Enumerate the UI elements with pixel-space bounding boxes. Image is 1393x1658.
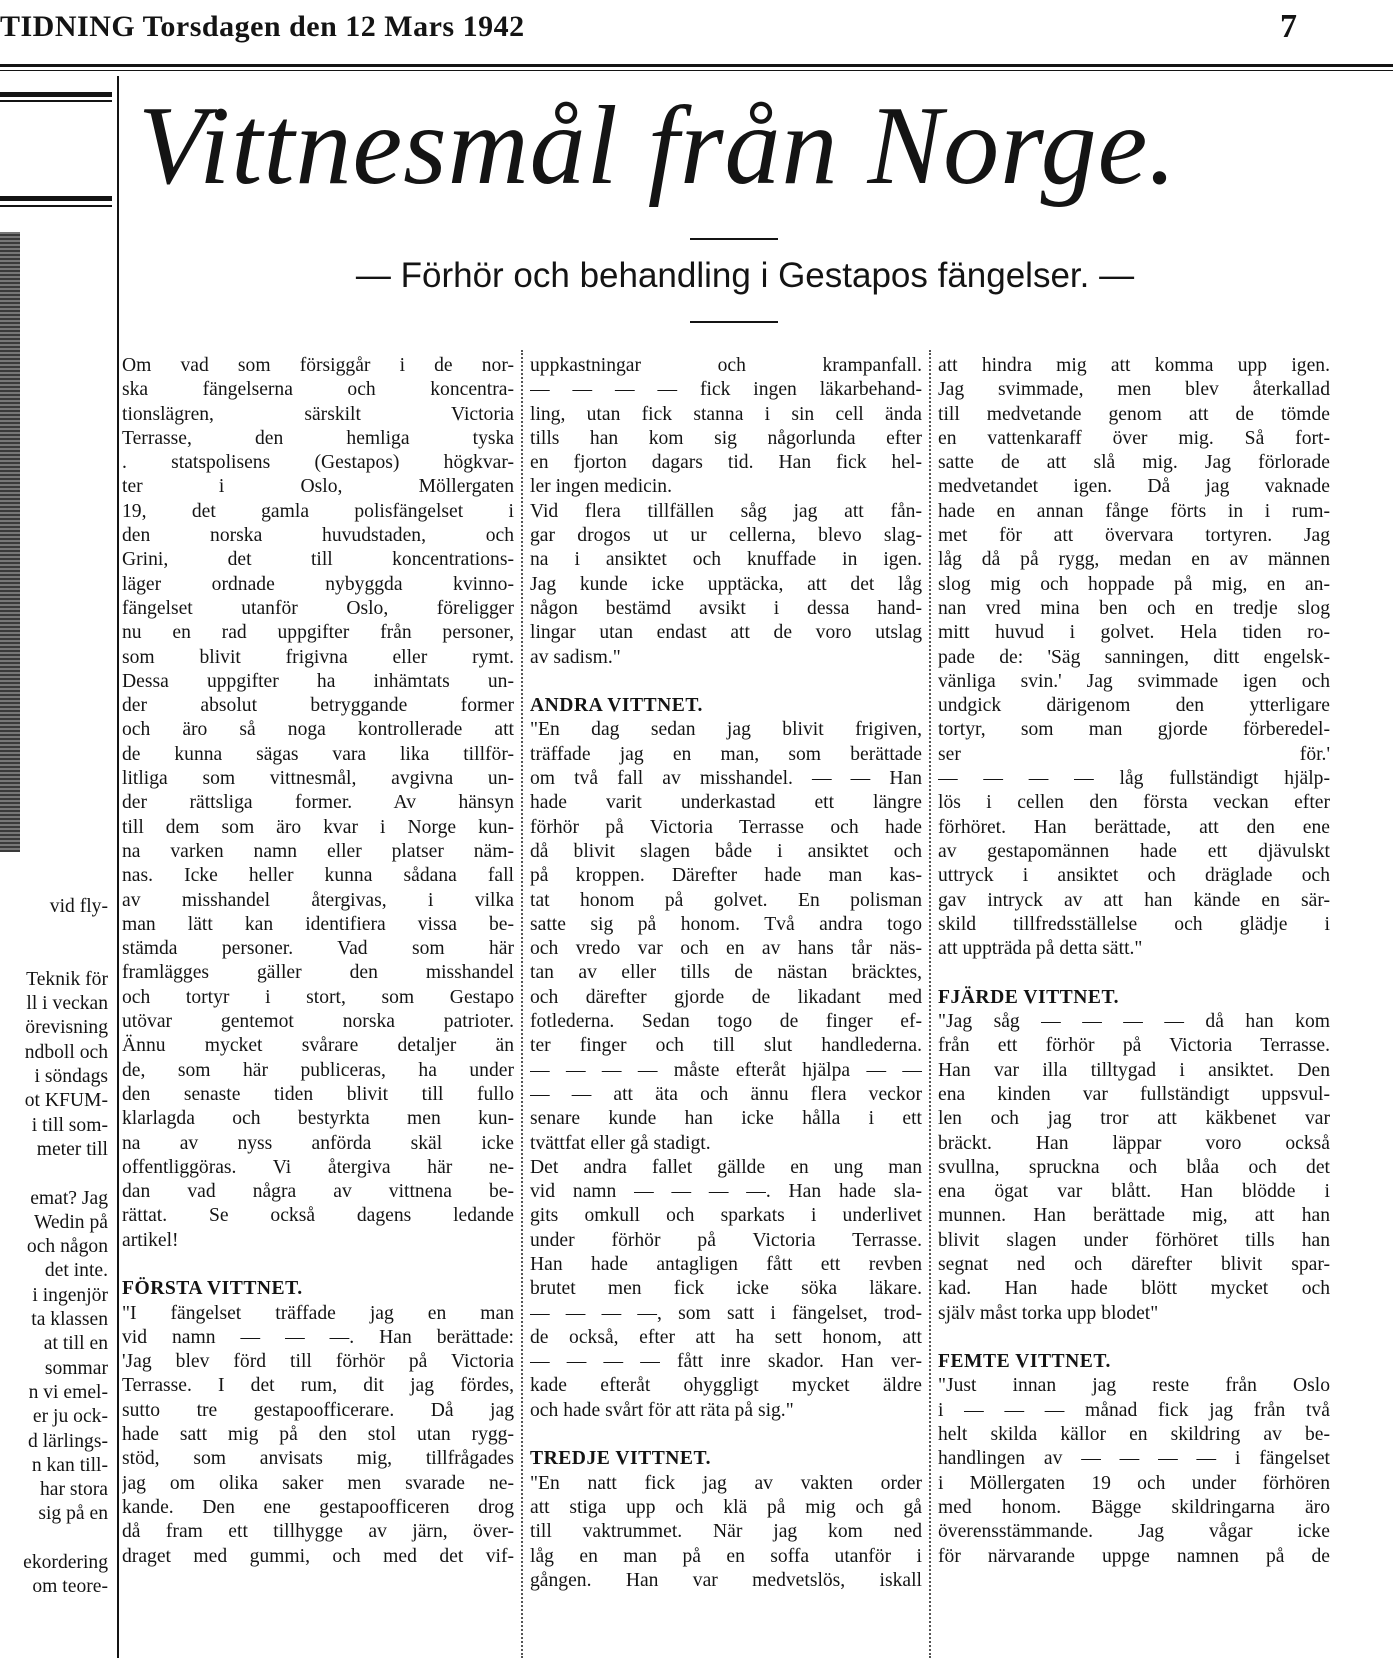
text-line: med honom. Bägge skildringarna äro [938, 1496, 1330, 1518]
left-column-fragment [0, 895, 108, 1600]
text-line: mitt huvud i golvet. Hela tiden ro- [938, 622, 1330, 644]
text-line: ska fängelserna och koncentra- [122, 379, 514, 401]
text-line: uttryck i ansiktet och dräglade och [938, 865, 1330, 887]
text-line: ter i Oslo, Möllergaten [122, 476, 514, 498]
text-line: under förhör på Victoria Terrasse. [530, 1229, 922, 1251]
text-line: — — — —, som satt i fängelset, trod- [530, 1302, 922, 1324]
text-line: pade de: 'Säg sanningen, ditt engelsk- [938, 646, 1330, 668]
text-line: av sadism." [530, 646, 621, 668]
text-line: er ju ock- [32, 1406, 108, 1428]
paragraph-gap [530, 670, 922, 694]
text-line: hade satt mig på den stol utan rygg- [122, 1424, 514, 1446]
paragraph-gap [0, 944, 108, 968]
text-line: Om vad som försiggår i de nor- [122, 355, 514, 376]
text-line: förhöret. Han berättade, att den ene [938, 816, 1330, 838]
text-line: emat? Jag [30, 1187, 108, 1209]
text-line: i söndags [34, 1066, 108, 1088]
text-line: nas. Icke heller kunna sådana fall [122, 865, 514, 887]
text-line: gar drogos ut ur cellerna, blevo slag- [530, 525, 922, 547]
text-line: till dem som äro kvar i Norge kun- [122, 816, 514, 838]
text-line: met för att övervara tortyren. Jag [938, 525, 1330, 547]
text-line: det inte. [44, 1260, 108, 1282]
section-heading: FÖRSTA VITTNET. [122, 1278, 303, 1300]
text-line: na av nyss anförda skäl icke [122, 1132, 514, 1154]
text-line: na i ansiktet och knuffade in igen. [530, 549, 922, 571]
text-line: "Jag såg — — — — då han kom [938, 1011, 1330, 1033]
text-line: gången. Han var medvetslös, iskall [530, 1569, 922, 1591]
article-subtitle: — Förhör och behandling i Gestapos fängelser. — [355, 256, 1135, 295]
text-line: slog mig och hoppade på mig, en an- [938, 573, 1330, 595]
text-line: som blivit frigivna eller rymt. [122, 646, 514, 668]
text-line: vid namn — — —. Han berättade: [122, 1326, 514, 1348]
text-line: att stiga upp och klä på mig och gå [530, 1496, 922, 1518]
masthead: TIDNING Torsdagen den 12 Mars 1942 [0, 10, 525, 43]
text-line: kad. Han hade blött mycket och [938, 1278, 1330, 1300]
column-divider-2 [929, 350, 932, 1658]
text-line: ll i veckan [26, 993, 108, 1015]
text-line: någon bestämd avsikt i dessa hand- [530, 597, 922, 619]
text-line: träffade jag en man, som berättade [530, 743, 922, 765]
text-line: sig på en [38, 1503, 108, 1525]
text-line: Terrasse, den hemliga tyska [122, 427, 514, 449]
text-line: . statspolisens (Gestapos) högkvar- [122, 452, 514, 474]
text-line: ter finger och till slut handlederna. [530, 1035, 922, 1057]
text-line: Dessa uppgifter ha inhämtats un- [122, 670, 514, 692]
text-line: skild tillfredsställelse och glädje i [938, 913, 1330, 935]
text-line: och därefter gjorde de likadant med [530, 986, 922, 1008]
text-line: de kunna sägas vara lika tillför- [122, 743, 514, 765]
text-line: — — — — måste efteråt hjälpa — — [530, 1059, 922, 1081]
text-line: n kan till- [31, 1454, 108, 1476]
text-line: d lärlings- [28, 1430, 108, 1452]
text-line: artikel! [122, 1229, 179, 1251]
text-line: "En dag sedan jag blivit frigiven, [530, 719, 922, 741]
text-line: de, som här publiceras, ha under [122, 1059, 514, 1081]
text-line: vid fly- [49, 896, 108, 917]
text-line: Ännu mycket svårare detaljer än [122, 1035, 514, 1057]
text-line: der rättsliga former. Av hänsyn [122, 792, 514, 814]
text-line: en fjorton dagars tid. Han fick hel- [530, 452, 922, 474]
text-line: tionslägren, särskilt Victoria [122, 403, 514, 425]
text-line: ling, utan fick stanna i sin cell ända [530, 403, 922, 425]
column-divider-left [117, 76, 119, 1658]
text-line: stämda personer. Vad som här [122, 938, 514, 960]
text-line: ena kinden var fullständigt uppsvul- [938, 1083, 1330, 1105]
text-line: tortyr, som man gjorde förberedel- [938, 719, 1330, 741]
text-line: undgick därigenom den ytterligare [938, 695, 1330, 717]
text-line: själv måst torka upp blodet" [938, 1302, 1159, 1324]
text-line: om teore- [32, 1576, 108, 1598]
text-line: rättat. Se också dagens ledande [122, 1205, 514, 1227]
text-line: låg en man på en soffa utanför i [530, 1545, 922, 1567]
text-line: tat honom på golvet. En polisman [530, 889, 922, 911]
text-line: på kroppen. Därefter hade man kas- [530, 865, 922, 887]
left-box-rule-mid [0, 196, 112, 201]
text-line: örevisning [25, 1017, 108, 1039]
text-line: de också, efter att ha sett honom, att [530, 1326, 922, 1348]
text-line: och tortyr i stort, som Gestapo [122, 986, 514, 1008]
text-line: stöd, som anvisats mig, tillfrågades [122, 1448, 514, 1470]
text-line: — — — — fått inre skador. Han ver- [530, 1351, 922, 1373]
left-box-rule-top [0, 92, 112, 97]
text-line: Terrasse. I det rum, dit jag fördes, [122, 1375, 514, 1397]
text-line: fängelset utanför Oslo, föreligger [122, 597, 514, 619]
text-line: der absolut betryggande former [122, 695, 514, 717]
text-line: tan av eller tills de nästan bräcktes, [530, 962, 922, 984]
text-line: förhör på Victoria Terrasse och hade [530, 816, 922, 838]
paragraph-gap [530, 1423, 922, 1447]
text-line: man lätt kan identifiera vissa be- [122, 913, 514, 935]
text-line: sommar [44, 1357, 108, 1379]
text-line: för närvarande uppge namnen på de [938, 1545, 1330, 1567]
text-line: av misshandel återgivas, i vilka [122, 889, 514, 911]
text-line: om två fall av misshandel. — — Han [530, 768, 922, 790]
section-heading: FJÄRDE VITTNET. [938, 986, 1119, 1008]
text-line: bräckt. Han läppar voro också [938, 1132, 1330, 1154]
text-line: vänliga svin.' Jag svimmade igen och [938, 670, 1330, 692]
text-line: sutto tre gestapoofficerare. Då jag [122, 1399, 514, 1421]
text-line: meter till [36, 1138, 108, 1160]
text-line: till vaktrummet. När jag kom ned [530, 1521, 922, 1543]
text-line: den senaste tiden blivit till fullo [122, 1083, 514, 1105]
text-line: klarlagda och bestyrkta men kun- [122, 1108, 514, 1130]
text-line: utövar gentemot norska patrioter. [122, 1011, 514, 1033]
text-line: Han var illa tilltygad i ansiktet. Den [938, 1059, 1330, 1081]
left-box-rule-top2 [0, 100, 112, 102]
article-column-1 [122, 354, 514, 1569]
header-rule [0, 64, 1393, 67]
text-line: "I fängelset träffade jag en man [122, 1302, 514, 1324]
text-line: Vid flera tillfällen såg jag att fån- [530, 500, 922, 522]
left-box-rule-mid2 [0, 205, 112, 207]
text-line: nan vred mina ben och en tredje slog [938, 597, 1330, 619]
text-line: segnat ned och därefter blivit spar- [938, 1253, 1330, 1275]
text-line: Grini, det till koncentrations- [122, 549, 514, 571]
text-line: lös i cellen den första veckan efter [938, 792, 1330, 814]
section-heading: ANDRA VITTNET. [530, 695, 703, 717]
text-line: från ett förhör på Victoria Terrasse. [938, 1035, 1330, 1057]
page-number: 7 [1280, 8, 1297, 45]
text-line: hade en annan fånge förts in i rum- [938, 500, 1330, 522]
text-line: handlingen av — — — — i fängelset [938, 1448, 1330, 1470]
text-line: satte de att slå mig. Jag förlorade [938, 452, 1330, 474]
text-line: ena ögat var blått. Han blödde i [938, 1181, 1330, 1203]
text-line: nu en rad uppgifter från personer, [122, 622, 514, 644]
text-line: att uppträda på detta sätt." [938, 938, 1143, 960]
text-line: svullna, spruckna och blåa och det [938, 1156, 1330, 1178]
text-line: medvetandet igen. Då jag vaknade [938, 476, 1330, 498]
text-line: na varken namn eller platser näm- [122, 840, 514, 862]
text-line: lingar utan endast att de voro utslag [530, 622, 922, 644]
paragraph-gap [122, 1253, 514, 1277]
text-line: dan vad några av vittnena be- [122, 1181, 514, 1203]
text-line: framlägges gäller den misshandel [122, 962, 514, 984]
text-line: jag om olika saker men svarade ne- [122, 1472, 514, 1494]
paragraph-gap [0, 919, 108, 943]
text-line: tvättfat eller gå stadigt. [530, 1132, 711, 1154]
text-line: ekordering [23, 1552, 108, 1574]
text-line: den norska huvudstaden, och [122, 525, 514, 547]
text-line: ot KFUM- [24, 1090, 108, 1112]
text-line: — — — — låg fullständigt hjälp- [938, 768, 1330, 790]
text-line: i ingenjör [32, 1284, 108, 1306]
text-line: senare kunde han icke hålla i ett [530, 1108, 922, 1130]
text-line: "En natt fick jag av vakten order [530, 1472, 922, 1494]
text-line: tills han kom sig någorlunda efter [530, 427, 922, 449]
text-line: Teknik för [26, 968, 108, 990]
paragraph-gap [938, 961, 1330, 985]
text-line: en vattenkaraff över mig. Så fort- [938, 427, 1330, 449]
text-line: då blivit slagen både i ansiktet och [530, 840, 922, 862]
text-line: och vredo var och en av hans tår näs- [530, 938, 922, 960]
text-line: har stora [39, 1479, 108, 1501]
text-line: fotlederna. Sedan togo de finger ef- [530, 1011, 922, 1033]
text-line: offentliggöras. Vi återgiva här ne- [122, 1156, 514, 1178]
text-line: av gestapomännen hade ett djävulskt [938, 840, 1330, 862]
text-line: litliga som vittnesmål, avgivna un- [122, 768, 514, 790]
text-line: i Möllergaten 19 och under förhören [938, 1472, 1330, 1494]
article-title: Vittnesmål från Norge. [138, 84, 1178, 208]
text-line: — — att äta och ännu flera veckor [530, 1083, 922, 1105]
text-line: läger ordnade nybyggda kvinno- [122, 573, 514, 595]
text-line: blivit slagen under förhöret tills han [938, 1229, 1330, 1251]
photo-fragment [0, 232, 20, 852]
subtitle-rule [690, 321, 778, 323]
text-line: låg då på rygg, medan en av männen [938, 549, 1330, 571]
text-line: Det andra fallet gällde en ung man [530, 1156, 922, 1178]
text-line: hade varit underkastad ett längre [530, 792, 922, 814]
text-line: ndboll och [24, 1041, 108, 1063]
header-rule-thin [0, 70, 1393, 71]
text-line: gav intryck av att han kände en sär- [938, 889, 1330, 911]
text-line: ler ingen medicin. [530, 476, 673, 498]
text-line: 'Jag blev förd till förhör på Victoria [122, 1351, 514, 1373]
text-line: 19, det gamla polisfängelset i [122, 500, 514, 522]
section-heading: FEMTE VITTNET. [938, 1351, 1111, 1373]
paragraph-gap [0, 1527, 108, 1551]
text-line: len och jag tror att käkbenet var [938, 1108, 1330, 1130]
text-line: i — — — månad fick jag från två [938, 1399, 1330, 1421]
text-line: satte sig på honom. Två andra togo [530, 913, 922, 935]
text-line: överensstämmande. Jag vågar icke [938, 1521, 1330, 1543]
paragraph-gap [938, 1326, 1330, 1350]
text-line: uppkastningar och krampanfall. [530, 355, 922, 376]
text-line: Jag svimmade, men blev återkallad [938, 379, 1330, 401]
text-line: ta klassen [31, 1309, 108, 1331]
article-column-3 [938, 354, 1330, 1569]
article-column-2 [530, 354, 922, 1593]
text-line: kade efteråt ohyggligt mycket äldre [530, 1375, 922, 1397]
text-line: munnen. Han berättade mig, att han [938, 1205, 1330, 1227]
text-line: i till som- [31, 1114, 108, 1136]
text-line: brutet men fick icke söka läkare. [530, 1278, 922, 1300]
text-line: "Just innan jag reste från Oslo [938, 1375, 1330, 1397]
text-line: gits omkull och sparkats i underlivet [530, 1205, 922, 1227]
text-line: Jag kunde icke upptäcka, att det låg [530, 573, 922, 595]
text-line: då fram ett tillhygge av järn, över- [122, 1521, 514, 1543]
text-line: at till en [43, 1333, 108, 1355]
text-line: kande. Den ene gestapoofficeren drog [122, 1496, 514, 1518]
text-line: draget med gummi, och med det vif- [122, 1545, 514, 1567]
text-line: Wedin på [33, 1211, 108, 1233]
text-line: till medvetande genom att de tömde [938, 403, 1330, 425]
paragraph-gap [0, 1162, 108, 1186]
column-divider-1 [521, 350, 524, 1658]
text-line: Han hade antagligen fått ett revben [530, 1253, 922, 1275]
section-heading: TREDJE VITTNET. [530, 1448, 711, 1470]
text-line: och hade svårt för att räta på sig." [530, 1399, 794, 1421]
text-line: helt skilda källor en skildring av be- [938, 1424, 1330, 1446]
text-line: och någon [26, 1236, 108, 1258]
text-line: att hindra mig att komma upp igen. [938, 355, 1330, 376]
text-line: n vi emel- [28, 1381, 108, 1403]
text-line: ser för.' [938, 743, 1330, 765]
title-rule [690, 238, 778, 240]
text-line: — — — — fick ingen läkarbehand- [530, 379, 922, 401]
text-line: och äro så noga kontrollerade att [122, 719, 514, 741]
text-line: vid namn — — — —. Han hade sla- [530, 1181, 922, 1203]
